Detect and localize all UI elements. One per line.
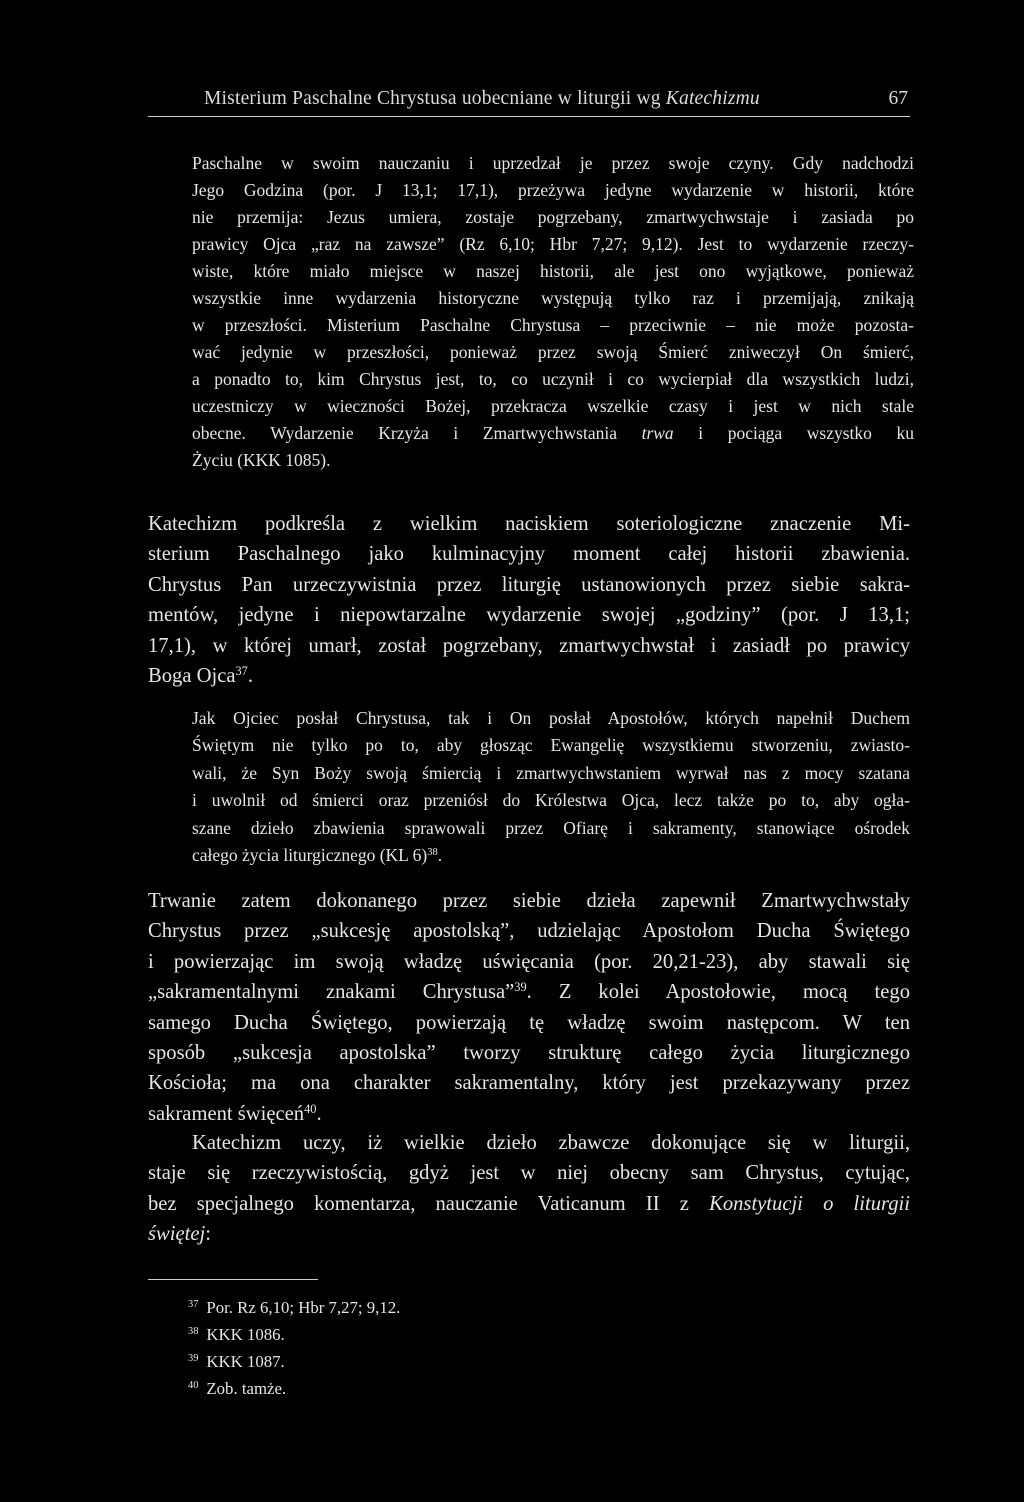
footnote-text: KKK 1087. — [206, 1352, 285, 1371]
text-line — [148, 661, 910, 691]
italic-title: Konstytucji o liturgii — [709, 1192, 911, 1215]
text-line: Chrystus przez „sukcesję apostolską”, udzielając Apostołom Ducha Świętego — [148, 920, 910, 943]
footnote-text: Por. Rz 6,10; Hbr 7,27; 9,12. — [206, 1298, 401, 1317]
running-title — [204, 88, 760, 110]
italic-title: świętej — [148, 1223, 206, 1246]
text-line: a ponadto to, kim Chrystus jest, to, co uczynił i co wycierpiał dla wszystkich ludzi, — [192, 369, 914, 389]
paragraph-2 — [148, 509, 910, 691]
text-line: Świętym nie tylko po to, aby głosząc Ewangelię wszystkiemu stworzeniu, zwiasto- — [192, 735, 910, 756]
text-line: Życiu (KKK 1085). — [192, 450, 331, 470]
footnote-number: 38 — [188, 1326, 199, 1338]
text-line: Katechizm podkreśla z wielkim naciskiem soteriologiczne znaczenie Mi- — [148, 513, 910, 535]
text-segment: „sakramentalnymi znakami Chrystusa” — [148, 981, 515, 1004]
text-line: sterium Paschalnego jako kulminacyjny moment całej historii zbawienia. — [148, 543, 910, 566]
footnote-ref: 39 — [514, 980, 527, 995]
text-line: Paschalne w swoim nauczaniu i uprzedzał je przez swoje czyny. Gdy nadchodzi — [192, 153, 914, 173]
text-line: mentów, jedyne i niepowtarzalne wydarzenie swojej „godziny” (por. J 13,1; — [148, 604, 910, 627]
text-line: prawicy Ojca „raz na zawsze” (Rz 6,10; Hbr 7,27; 9,12). Jest to wydarzenie rzeczy- — [192, 234, 914, 254]
footnote-number: 40 — [188, 1380, 199, 1392]
footnote-ref: 38 — [427, 847, 438, 859]
text-line: nie przemija: Jezus umiera, zostaje pogrzebany, zmartwychwstaje i zasiada po — [192, 207, 914, 227]
text-segment: . — [437, 845, 443, 866]
footnote — [188, 1321, 400, 1348]
running-header — [148, 86, 910, 117]
running-title-text: Misterium Paschalne Chrystusa uobecniane w liturgii wg — [204, 88, 666, 109]
footnote-text: Zob. tamże. — [206, 1379, 287, 1398]
text-segment: . — [247, 665, 254, 688]
text-line: i powierzając im swoją władzę uświęcania (por. 20,21-23), aby stawali się — [148, 950, 910, 973]
footnote — [188, 1294, 400, 1321]
text-segment: i pociąga wszystko ku — [673, 423, 914, 443]
text-line: wszystkie inne wydarzenia historyczne występują tylko raz i przemijają, znikają — [192, 288, 914, 308]
text-line: wiste, które miało miejsce w naszej historii, ale jest ono wyjątkowe, ponieważ — [192, 261, 914, 281]
paragraph-3 — [148, 886, 910, 1129]
paragraph-1 — [192, 150, 914, 474]
text-line: Kościoła; ma ona charakter sakramentalny, który jest przekazywany przez — [148, 1072, 910, 1095]
text-segment: obecne. Wydarzenie Krzyża i Zmartwychwstania — [192, 423, 642, 443]
block-quote — [192, 705, 910, 869]
text-line — [148, 977, 910, 1007]
text-line: wać jedynie w przeszłości, ponieważ przez swoją Śmierć zniweczył On śmierć, — [192, 342, 914, 362]
text-segment: Boga Ojca — [148, 665, 236, 688]
footnotes — [188, 1294, 400, 1402]
text-line: Trwanie zatem dokonanego przez siebie dzieła zapewnił Zmartwychwstały — [148, 890, 910, 912]
footnote — [188, 1348, 400, 1375]
footnote-number: 37 — [188, 1299, 199, 1311]
text-line: sposób „sukcesja apostolska” tworzy strukturę całego życia liturgicznego — [148, 1042, 910, 1065]
text-line: uczestniczy w wieczności Bożej, przekracza wszelkie czasy i jest w nich stale — [192, 396, 914, 416]
text-line — [192, 420, 914, 447]
text-segment: . Z kolei Apostołowie, mocą tego — [526, 981, 910, 1004]
text-segment: : — [205, 1223, 211, 1246]
text-segment: całego życia liturgicznego (KL 6) — [192, 845, 428, 866]
text-line: 17,1), w której umarł, został pogrzebany, zmartwychwstał i zasiadł po prawicy — [148, 634, 910, 657]
italic-word: trwa — [641, 423, 674, 443]
text-line — [192, 842, 910, 869]
footnote-text: KKK 1086. — [206, 1325, 285, 1344]
paragraph-4 — [148, 1128, 910, 1250]
text-line: Jego Godzina (por. J 13,1; 17,1), przeżywa jedyne wydarzenie w historii, które — [192, 180, 914, 200]
text-line: Katechizm uczy, iż wielkie dzieło zbawcze dokonujące się w liturgii, — [192, 1132, 910, 1154]
running-title-italic: Katechizmu — [665, 88, 760, 109]
text-line: samego Ducha Świętego, powierzają tę władzę swoim następcom. W ten — [148, 1011, 910, 1034]
footnote-number: 39 — [188, 1353, 199, 1365]
text-line: wali, że Syn Boży swoją śmiercią i zmartwychwstaniem wyrwał nas z mocy szatana — [192, 762, 910, 783]
text-line: staje się rzeczywistością, gdyż jest w niej obecny sam Chrystus, cytując, — [148, 1162, 910, 1185]
text-line: szane dzieło zbawienia sprawowali przez Ofiarę i sakramenty, stanowiące ośrodek — [192, 817, 910, 838]
page-number: 67 — [888, 88, 908, 109]
footnote-separator — [148, 1279, 318, 1280]
text-line — [148, 1099, 910, 1129]
footnote — [188, 1375, 400, 1402]
text-segment: . — [316, 1102, 322, 1125]
text-line: i uwolnił od śmierci oraz przeniósł do Królestwa Ojca, lecz także po to, aby ogła- — [192, 790, 910, 811]
text-line — [148, 1189, 910, 1219]
text-line: Chrystus Pan urzeczywistnia przez liturgię ustanowionych przez siebie sakra- — [148, 573, 910, 596]
text-line — [148, 1219, 910, 1249]
footnote-ref: 37 — [235, 664, 248, 679]
text-line: Jak Ojciec posłał Chrystusa, tak i On posłał Apostołów, których napełnił Duchem — [192, 708, 910, 728]
text-line: w przeszłości. Misterium Paschalne Chrystusa – przeciwnie – nie może pozosta- — [192, 315, 914, 335]
footnote-ref: 40 — [304, 1102, 317, 1117]
text-segment: sakrament święceń — [148, 1102, 305, 1125]
text-segment: bez specjalnego komentarza, nauczanie Vaticanum II z — [148, 1192, 710, 1215]
